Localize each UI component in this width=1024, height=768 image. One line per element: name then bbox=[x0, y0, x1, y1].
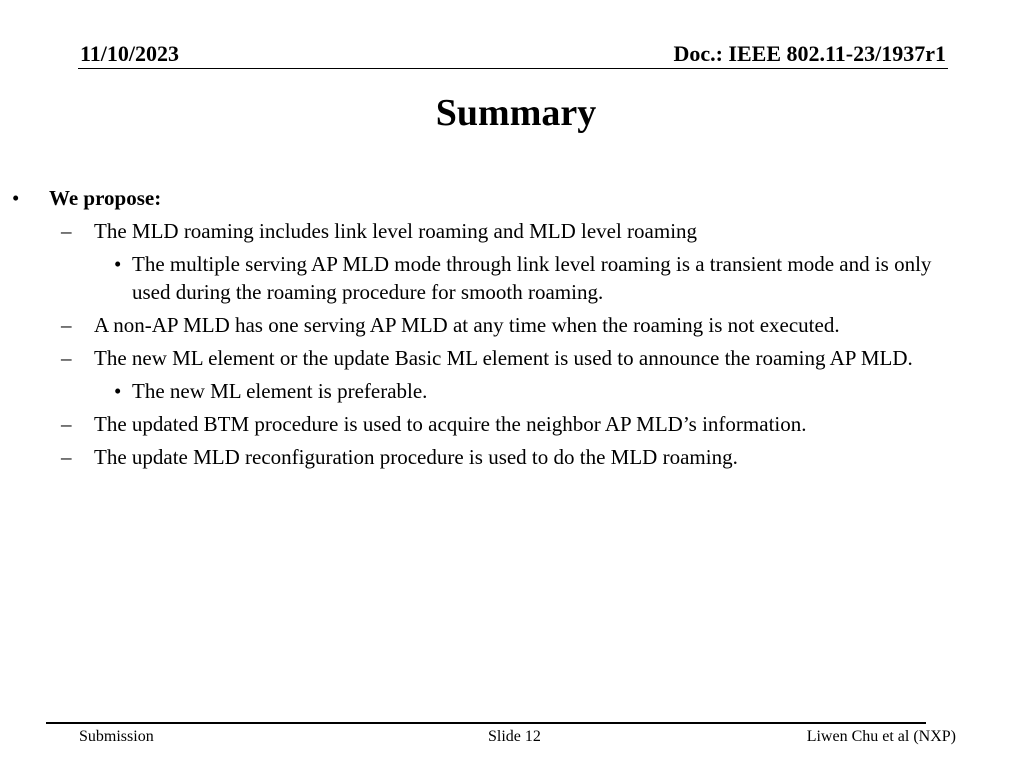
list-item: The MLD roaming includes link level roaming and MLD level roaming bbox=[94, 219, 698, 243]
dash-marker: – bbox=[61, 445, 72, 469]
list-item: The multiple serving AP MLD mode through link level roaming is a transient mode and is only bbox=[132, 252, 932, 276]
dash-marker: – bbox=[61, 346, 72, 370]
dash-marker: – bbox=[61, 412, 72, 436]
dash-marker: – bbox=[61, 219, 72, 243]
header-divider bbox=[78, 68, 948, 69]
bullet-marker: • bbox=[114, 379, 122, 403]
list-item: A non-AP MLD has one serving AP MLD at any time when the roaming is not executed. bbox=[94, 313, 840, 337]
list-item: The update MLD reconfiguration procedure is used to do the MLD roaming. bbox=[94, 445, 738, 469]
list-item: The new ML element is preferable. bbox=[132, 379, 428, 403]
bullet-marker: • bbox=[114, 252, 122, 276]
footer-submission: Submission bbox=[79, 728, 154, 745]
header-date: 11/10/2023 bbox=[80, 41, 180, 66]
list-item-continuation: used during the roaming procedure for smooth roaming. bbox=[132, 280, 604, 304]
footer-author: Liwen Chu et al (NXP) bbox=[806, 728, 956, 745]
bullet-marker: • bbox=[12, 186, 20, 210]
header-doc-id: Doc.: IEEE 802.11-23/1937r1 bbox=[673, 41, 946, 66]
list-item: The updated BTM procedure is used to acquire the neighbor AP MLD’s information. bbox=[94, 412, 807, 436]
list-item: The new ML element or the update Basic ML element is used to announce the roaming AP MLD. bbox=[94, 346, 913, 370]
slide-title: Summary bbox=[435, 92, 597, 134]
footer-slide-number: Slide 12 bbox=[488, 728, 541, 745]
dash-marker: – bbox=[61, 313, 72, 337]
footer-divider bbox=[46, 722, 926, 724]
bullet-level1-text: We propose: bbox=[49, 186, 162, 210]
